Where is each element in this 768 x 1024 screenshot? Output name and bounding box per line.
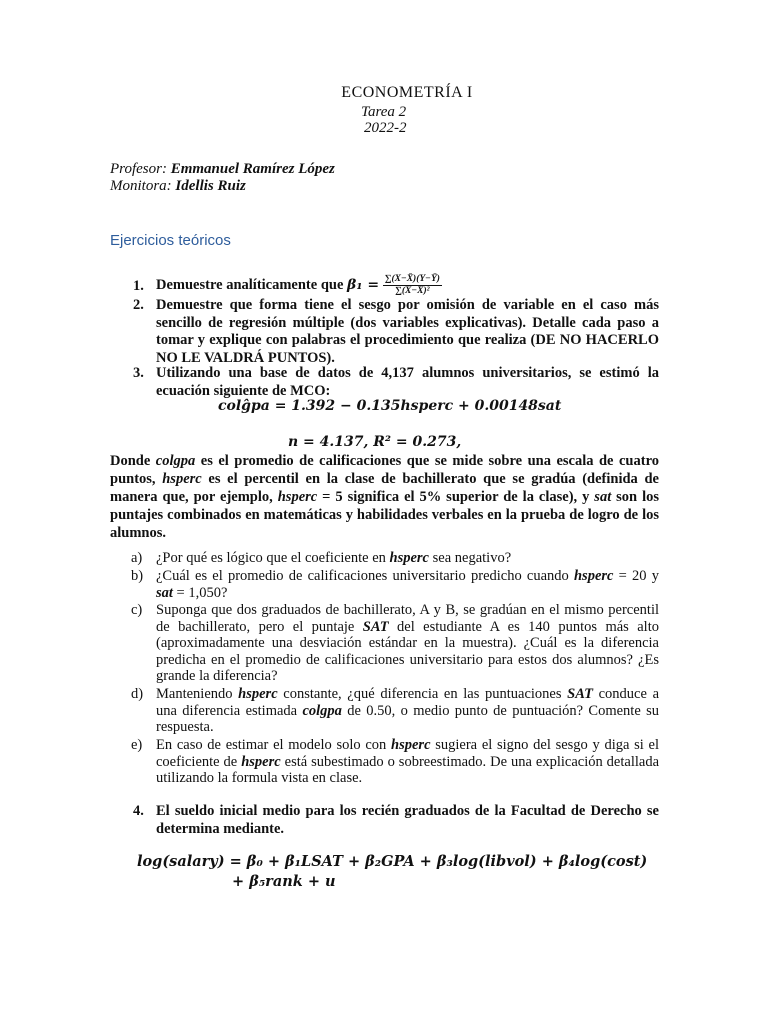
section-heading: Ejercicios teóricos bbox=[110, 232, 231, 249]
professor-label: Profesor: bbox=[110, 161, 167, 177]
subquestion-fragment: sugiera el signo del sesgo y diga si el coeficiente de bbox=[156, 737, 659, 770]
monitor-name: Idellis Ruiz bbox=[175, 178, 246, 194]
question-number: 3. bbox=[133, 365, 144, 381]
beta-formula: β₁ = bbox=[347, 277, 380, 293]
subquestion-fragment: constante, ¿qué diferencia en las puntuaciones bbox=[277, 686, 568, 702]
subquestion-fragment: Manteniendo bbox=[156, 686, 239, 702]
variable-name: hsperc bbox=[573, 568, 614, 584]
question-number: 4. bbox=[133, 803, 144, 819]
subquestion-label: b) bbox=[131, 568, 144, 584]
subquestion-fragment: del estudiante A es 140 puntos más alto (aproximadamente una desviación estándar en la muestra). ¿Cuál es la diferencia predicha en el promedio de calificaciones universitario para estos dos alumnos? ¿Es grande la diferencia? bbox=[156, 618, 659, 684]
desc-text: es el percentil en la clase de bachillerato que se gradúa (definida de manera que, por ejemplo, bbox=[110, 471, 659, 505]
assignment-label: Tarea 2 bbox=[361, 104, 407, 120]
subquestion-fragment: de 0.50, o medio punto de puntuación? Comente su respuesta. bbox=[156, 702, 659, 735]
subquestion-label: c) bbox=[131, 602, 143, 618]
question-4-text: El sueldo inicial medio para los recién graduados de la Facultad de Derecho se determina mediante. bbox=[156, 803, 659, 837]
subquestion-fragment: conduce a una diferencia estimada bbox=[156, 686, 659, 719]
fraction-denominator: ∑(X−X̄)² bbox=[395, 286, 430, 297]
subquestion-text bbox=[156, 602, 659, 685]
var-hsperc: hsperc bbox=[162, 471, 202, 487]
subquestion-fragment: Suponga que dos graduados de bachillerato, A y B, se gradúan en el mismo percentil de bachillerato, pero el puntaje bbox=[156, 602, 659, 635]
desc-text: es el promedio de calificaciones que se mide sobre una escala de cuatro puntos, bbox=[110, 453, 659, 487]
subquestion-fragment: = 20 y bbox=[613, 568, 659, 584]
variables-description bbox=[110, 452, 659, 542]
subquestion-text bbox=[156, 686, 659, 736]
variable-name: hsperc bbox=[391, 737, 431, 753]
subquestion-text bbox=[156, 568, 659, 601]
subquestion-text bbox=[156, 550, 659, 567]
monitor-line bbox=[110, 178, 246, 195]
var-sat: sat bbox=[594, 489, 612, 505]
desc-text: = 5 significa el 5% superior de la clase), y bbox=[317, 489, 595, 505]
var-colgpa: colgpa bbox=[155, 453, 196, 469]
question-number: 1. bbox=[133, 278, 144, 294]
question-2-text: Demuestre que forma tiene el sesgo por omisión de variable en el caso más sencillo de regresión múltiple (dos variables explicativas). Detalle cada paso a tomar y explique con palabras el procedimiento que realiza (DE NO HACERLO NO LE VALDRÁ PUNTOS). bbox=[156, 297, 659, 366]
professor-name: Emmanuel Ramírez López bbox=[170, 161, 335, 177]
professor-line bbox=[110, 161, 335, 178]
variable-name: hsperc bbox=[389, 550, 429, 566]
question-1-text: Demuestre analíticamente que bbox=[156, 277, 344, 293]
regression-equation: colĝpa = 1.392 − 0.135hsperc + 0.00148sat bbox=[218, 398, 562, 414]
variable-name: SAT bbox=[567, 686, 593, 702]
regression-stats: n = 4.137, R² = 0.273, bbox=[288, 434, 462, 450]
term-label: 2022-2 bbox=[364, 120, 407, 136]
subquestion-text bbox=[156, 737, 659, 787]
question-3-text: Utilizando una base de datos de 4,137 alumnos universitarios, se estimó la ecuación siguiente de MCO: bbox=[156, 365, 659, 399]
variable-name: sat bbox=[156, 584, 173, 601]
subquestion-fragment: sea negativo? bbox=[429, 550, 512, 566]
var-hsperc: hsperc bbox=[277, 489, 318, 505]
variable-name: hsperc bbox=[238, 686, 278, 702]
subquestion-fragment: está subestimado o sobreestimado. De una explicación detallada utilizando la formula vista en clase. bbox=[156, 753, 660, 786]
variable-name: SAT bbox=[362, 618, 389, 635]
salary-equation-line2: + β₅rank + u bbox=[232, 873, 336, 890]
subquestion-fragment: En caso de estimar el modelo solo con bbox=[156, 737, 392, 753]
subquestion-label: a) bbox=[131, 550, 143, 566]
variable-name: hsperc bbox=[241, 753, 281, 770]
variable-name: colgpa bbox=[302, 702, 342, 719]
subquestion-label: d) bbox=[131, 686, 144, 702]
document-title: ECONOMETRÍA I bbox=[341, 84, 473, 101]
fraction-numerator: ∑(X−X̄)(Y−Ȳ) bbox=[384, 274, 440, 285]
subquestion-fragment: ¿Por qué es lógico que el coeficiente en bbox=[156, 550, 390, 566]
salary-equation-line1: log(salary) = β₀ + β₁LSAT + β₂GPA + β₃log(libvol) + β₄log(cost) bbox=[137, 853, 648, 870]
formula-fraction bbox=[383, 274, 442, 297]
subquestion-label: e) bbox=[131, 737, 143, 753]
question-number: 2. bbox=[133, 297, 144, 313]
monitor-label: Monitora: bbox=[110, 178, 172, 194]
desc-text: son los puntajes combinados en matemáticas y habilidades verbales en la prueba de logro de los alumnos. bbox=[110, 489, 659, 541]
subquestion-fragment: ¿Cuál es el promedio de calificaciones universitario predicho cuando bbox=[156, 568, 574, 584]
desc-text: Donde bbox=[110, 453, 156, 469]
subquestion-fragment: = 1,050? bbox=[172, 584, 228, 601]
